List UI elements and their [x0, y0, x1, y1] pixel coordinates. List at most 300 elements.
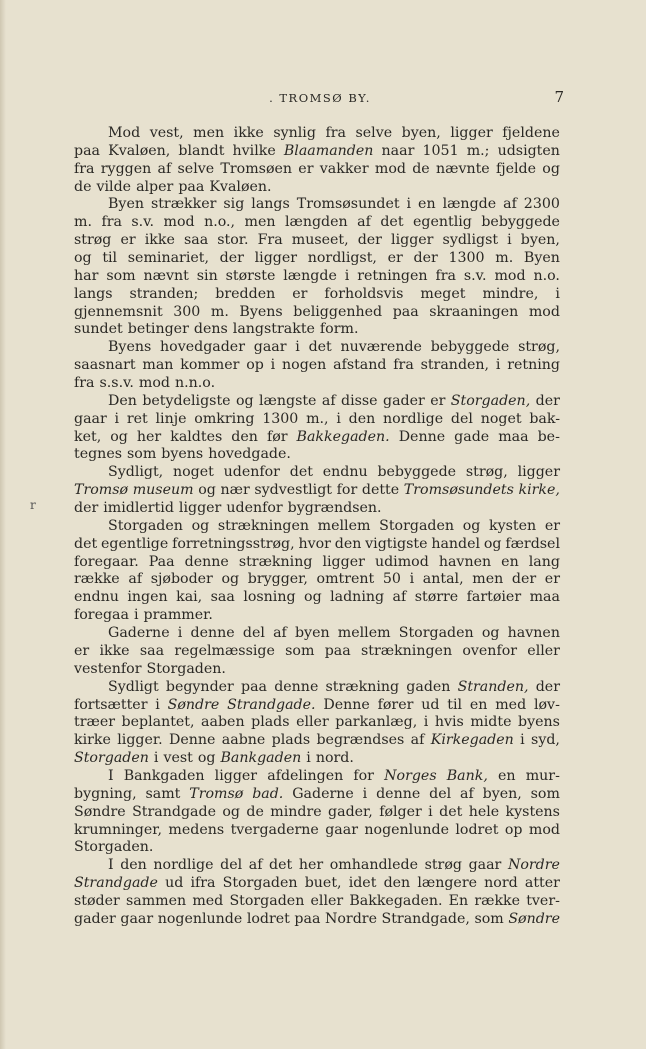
word: og	[304, 589, 322, 606]
word: be-	[537, 428, 560, 445]
word: eller	[296, 714, 329, 731]
word: i	[495, 357, 501, 374]
word: den	[120, 857, 147, 874]
word: med	[495, 696, 527, 713]
word: Storgaden	[229, 892, 305, 909]
word: disse	[341, 392, 378, 409]
word: plads	[251, 714, 290, 731]
word: mellem	[337, 625, 391, 642]
word: sig	[223, 196, 245, 213]
word: byen,	[401, 125, 441, 141]
text-line	[74, 661, 560, 679]
word: i	[344, 267, 350, 284]
word: er	[298, 160, 314, 177]
text-line	[74, 500, 560, 518]
word: det	[439, 803, 463, 820]
word: samt	[145, 785, 181, 802]
word: her	[136, 428, 162, 445]
text-line	[74, 911, 560, 929]
word: blandt	[178, 142, 225, 159]
word: gaar	[325, 821, 358, 838]
text-line	[74, 464, 560, 482]
word: saa	[183, 232, 209, 249]
text-line	[74, 161, 560, 179]
word: maa	[529, 589, 560, 606]
word: endnu	[74, 589, 119, 606]
word: krumninger,	[74, 821, 162, 838]
word: Gaderne	[292, 785, 354, 802]
word: i	[306, 750, 311, 767]
word: mod	[528, 303, 560, 320]
text-line	[74, 786, 560, 804]
word: som	[127, 446, 157, 463]
word: 2300	[523, 196, 560, 213]
word: fra	[435, 267, 456, 284]
word: Bank,	[446, 767, 488, 784]
word: op	[246, 357, 264, 374]
word: midte	[470, 714, 512, 731]
text-line	[74, 286, 560, 304]
word: kai,	[176, 589, 203, 606]
word: løv-	[533, 696, 560, 713]
word: mellem	[317, 517, 371, 534]
word: Tromsøen	[220, 160, 293, 177]
word: ovenfor	[462, 642, 518, 659]
word: strækker	[150, 196, 217, 213]
word: m.,	[306, 410, 329, 427]
word: saasnart	[74, 357, 136, 374]
word: museet,	[291, 232, 349, 249]
word: Nordre	[507, 857, 560, 874]
word: s.v.	[463, 267, 487, 284]
word: ingen	[127, 589, 168, 606]
word: stranden;	[129, 285, 199, 302]
word: af	[410, 732, 425, 749]
word: Strandgade	[132, 803, 216, 820]
word: Fra	[257, 232, 283, 249]
word: udimod	[374, 553, 429, 570]
word: sjøboder	[150, 571, 213, 588]
word: den	[348, 410, 376, 427]
word: endnu	[322, 464, 368, 481]
word: den	[383, 875, 411, 892]
word: af	[392, 589, 407, 606]
word: ket,	[74, 428, 102, 445]
word: m.	[210, 303, 229, 320]
word: havnen	[507, 625, 560, 642]
word: atter	[524, 875, 560, 892]
word: Norges	[384, 767, 437, 784]
word: nogen	[282, 357, 327, 374]
word: Denne	[323, 696, 370, 713]
word: ladning	[330, 589, 385, 606]
word: fra	[325, 125, 346, 141]
word: i	[177, 625, 183, 642]
word: stor.	[217, 232, 249, 249]
word: ligger	[450, 125, 493, 141]
word: strøg,	[518, 339, 560, 356]
word: del	[450, 410, 473, 427]
word: Byen	[108, 196, 144, 213]
word: er	[292, 285, 308, 302]
word: der	[357, 232, 382, 249]
word: vest	[163, 750, 193, 767]
word: længste	[258, 392, 317, 409]
word: er	[387, 250, 403, 267]
word: nævnt	[143, 267, 189, 284]
word: regelmæssige	[174, 642, 275, 659]
word: kaldtes	[170, 428, 223, 445]
word: er	[544, 517, 560, 534]
word: omtrent	[316, 571, 375, 588]
word: byen,	[482, 785, 522, 802]
text-line	[74, 839, 560, 857]
text-line	[74, 732, 560, 750]
word: linje	[155, 410, 187, 427]
word: har	[74, 267, 99, 284]
word: afstand	[333, 357, 387, 374]
word: Storgaden	[379, 517, 455, 534]
word: syd,	[531, 732, 560, 749]
word: vigtigste	[365, 535, 428, 552]
word: hovedgade.	[208, 446, 291, 463]
word: ligger	[254, 250, 298, 267]
body-text	[74, 125, 560, 929]
word: beplantet,	[121, 714, 195, 731]
text-line	[74, 679, 560, 697]
word: meget	[420, 285, 466, 302]
text-line	[74, 125, 560, 143]
word: I	[108, 857, 114, 874]
text-line	[74, 697, 560, 715]
margin-mark: r	[30, 498, 36, 512]
word: museum	[132, 482, 194, 499]
word: men	[193, 125, 225, 141]
text-line	[74, 143, 560, 161]
text-line	[74, 554, 560, 572]
word: noget	[480, 410, 522, 427]
text-line	[74, 625, 560, 643]
word: nordligst,	[307, 250, 377, 267]
word: forretningsstrøg,	[172, 535, 295, 552]
word: Storgaden	[108, 517, 183, 534]
word: foregaar.	[74, 553, 139, 570]
word: langs	[251, 196, 290, 213]
word: som	[106, 267, 136, 284]
word: noget	[172, 464, 214, 481]
word: ligger	[517, 464, 560, 481]
word: det	[269, 857, 293, 874]
word: strækningen	[217, 517, 309, 534]
word: tegnes	[74, 446, 122, 463]
word: tver-	[526, 892, 560, 909]
word: ifra	[190, 875, 216, 892]
word: det	[380, 214, 404, 231]
word: prammer.	[143, 607, 213, 624]
word: paa	[74, 142, 100, 159]
word: Mod	[108, 125, 141, 141]
word: strøg,	[465, 464, 508, 481]
word: Paa	[148, 553, 175, 570]
word: parkanlæg,	[335, 714, 418, 731]
text-line	[74, 857, 560, 875]
word: mindre	[270, 803, 322, 820]
word: nogenlunde	[157, 910, 243, 927]
word: der	[74, 500, 99, 517]
word: det	[289, 464, 313, 481]
word: Strandgade.	[227, 696, 316, 713]
word: denne	[376, 785, 421, 802]
word: i	[114, 410, 120, 427]
word: største	[225, 267, 276, 284]
word: paa	[178, 178, 205, 195]
word: langs	[74, 285, 113, 302]
word: skraaningen	[429, 303, 519, 320]
word: og	[481, 625, 500, 642]
word: brygger,	[247, 571, 308, 588]
word: 300	[173, 303, 201, 320]
word: betinger	[127, 321, 189, 338]
word: ryggen	[100, 160, 152, 177]
word: Søndre	[167, 696, 220, 713]
word: vakker	[319, 160, 369, 177]
word: fjelde	[495, 160, 537, 177]
word: bebyggede	[430, 339, 510, 356]
word: der	[535, 392, 560, 409]
text-line	[74, 375, 560, 393]
word: i	[133, 607, 139, 624]
word: den	[334, 535, 362, 552]
word: s.v.	[131, 214, 155, 231]
word: det	[74, 535, 98, 552]
word: Søndre	[74, 803, 126, 820]
text-line	[74, 875, 560, 893]
word: ligger	[178, 500, 222, 517]
word: som	[530, 785, 560, 802]
word: Byens	[108, 339, 152, 356]
word: kirke	[74, 732, 111, 749]
word: n.o.	[533, 267, 560, 284]
word: hele	[468, 803, 500, 820]
word: Kirkegaden	[430, 732, 514, 749]
word: eller	[310, 892, 344, 909]
word: nord.	[315, 750, 354, 767]
word: 1300	[448, 250, 485, 267]
word: hvor	[298, 535, 331, 552]
word: strækning	[325, 678, 400, 695]
word: i	[555, 285, 560, 302]
text-line	[74, 357, 560, 375]
word: mod	[374, 160, 406, 177]
word: af	[157, 160, 172, 177]
word: medens	[168, 821, 225, 838]
word: langstrakte	[232, 321, 315, 338]
word: dette	[361, 482, 400, 499]
word: man	[142, 357, 174, 374]
word: Denne	[168, 732, 216, 749]
word: Tromsøsundets	[403, 482, 514, 499]
text-line	[74, 446, 560, 464]
word: for	[336, 482, 358, 499]
page-header	[70, 88, 570, 108]
word: træer	[74, 714, 115, 731]
word: aaben	[201, 714, 245, 731]
text-line	[74, 893, 560, 911]
word: Sydligt	[108, 678, 159, 695]
word: de	[246, 803, 264, 820]
word: strøg	[424, 857, 462, 874]
text-line	[74, 714, 560, 732]
word: Søndre	[508, 910, 560, 927]
word: en	[469, 696, 488, 713]
word: række	[474, 892, 521, 909]
word: gader	[382, 392, 425, 409]
word: Strandgade	[74, 875, 158, 892]
word: egentlig	[413, 214, 472, 231]
text-line	[74, 768, 560, 786]
word: mur-	[525, 767, 560, 784]
word: ud	[421, 696, 440, 713]
word: stranden,	[420, 357, 490, 374]
word: sydligst	[442, 232, 499, 249]
word: imidlertid	[103, 500, 174, 517]
word: den	[231, 428, 258, 445]
word: med	[192, 892, 224, 909]
word: Bakkegaden.	[296, 428, 390, 445]
word: n.o.,	[204, 214, 236, 231]
word: bebyggede	[377, 464, 457, 481]
word: der	[413, 250, 438, 267]
word: Storgaden.	[146, 660, 226, 677]
word: i	[155, 696, 160, 713]
word: før	[266, 428, 288, 445]
word: i	[295, 339, 300, 356]
word: Storgaden.	[74, 839, 154, 856]
word: her	[298, 857, 324, 874]
word: Stranden,	[457, 678, 529, 695]
word: i	[409, 571, 415, 588]
word: Kvaløen.	[209, 178, 272, 195]
text-line	[74, 393, 560, 411]
running-head: . TROMSØ BY.	[269, 91, 371, 105]
word: Bankgaden	[220, 750, 302, 767]
word: selve	[177, 160, 215, 177]
word: dens	[193, 321, 228, 338]
word: i	[153, 750, 159, 767]
word: fra	[393, 357, 414, 374]
word: nordlige	[383, 410, 444, 427]
word: nord	[484, 875, 518, 892]
word: bak-	[529, 410, 560, 427]
word: udenfor	[226, 500, 283, 517]
word: Tromsø	[189, 785, 244, 802]
word: del	[429, 785, 452, 802]
text-line	[74, 339, 560, 357]
word: færdsel	[505, 535, 560, 552]
word: sin	[196, 267, 218, 284]
word: længde	[283, 267, 337, 284]
text-line	[74, 268, 560, 286]
text-line	[74, 321, 560, 339]
word: bad.	[252, 785, 284, 802]
word: længden	[284, 214, 348, 231]
word: ret	[126, 410, 148, 427]
word: men	[244, 214, 276, 231]
word: nuværende	[340, 339, 422, 356]
word: fartøier	[466, 589, 522, 606]
word: naar	[381, 142, 415, 159]
word: Den	[108, 392, 137, 409]
word: denne	[274, 678, 319, 695]
word: fører	[377, 696, 414, 713]
text-line	[74, 536, 560, 554]
word: seminariet,	[127, 250, 209, 267]
word: række	[74, 571, 120, 588]
text-line	[74, 196, 560, 214]
word: for	[353, 767, 374, 784]
word: i	[507, 232, 512, 249]
word: ikke	[233, 125, 264, 141]
word: hvilke	[232, 142, 276, 159]
word: Storgaden	[398, 625, 474, 642]
word: mod	[528, 821, 560, 838]
word: forholdsvis	[324, 285, 404, 302]
word: i	[336, 410, 341, 427]
word: i	[362, 785, 368, 802]
word: ikke	[144, 232, 175, 249]
word: beliggenhed	[293, 303, 383, 320]
word: fjeldene	[502, 125, 560, 141]
word: af	[321, 392, 336, 409]
word: sammen	[125, 892, 187, 909]
word: bygrændsen.	[287, 500, 382, 517]
word: er	[544, 571, 560, 588]
word: betydeligste	[142, 392, 231, 409]
word: Storgaden,	[450, 392, 531, 409]
word: bredden	[215, 285, 276, 302]
text-line	[74, 411, 560, 429]
word: nordlige	[153, 857, 214, 874]
word: kysten	[489, 517, 537, 534]
word: buet,	[304, 875, 342, 892]
word: sydvestligt	[254, 482, 333, 499]
word: er	[430, 392, 446, 409]
word: er	[120, 232, 136, 249]
word: aabne	[221, 732, 266, 749]
word: denne	[184, 553, 229, 570]
word: begrændses	[316, 732, 405, 749]
word: udsigten	[497, 142, 560, 159]
word: lang	[528, 553, 560, 570]
word: kystens	[505, 803, 560, 820]
word: mod	[494, 267, 526, 284]
word: kirke,	[518, 482, 560, 499]
text-line	[74, 804, 560, 822]
word: afdelingen	[267, 767, 344, 784]
word: af	[128, 571, 143, 588]
word: byen,	[520, 232, 560, 249]
word: omkring	[194, 410, 255, 427]
word: og	[235, 392, 254, 409]
word: vest,	[149, 125, 184, 141]
text-line	[74, 589, 560, 607]
text-line	[74, 607, 560, 625]
word: af	[503, 196, 517, 213]
word: og	[483, 535, 502, 552]
page-edge	[0, 0, 6, 1049]
word: og	[222, 803, 240, 820]
word: af	[248, 857, 263, 874]
